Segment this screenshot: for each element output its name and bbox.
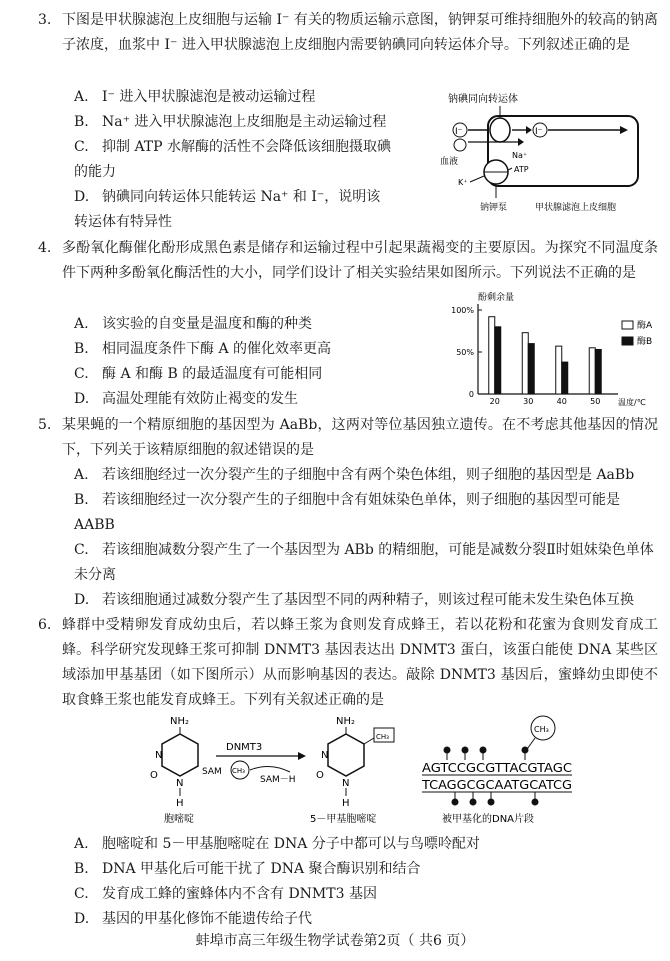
cytosine-ring [162,734,198,776]
y-tick-label: 0 [468,390,474,399]
mc-n1: N [342,778,350,789]
bottom-methyl-marks [452,792,539,806]
option-c: C. 若该细胞减数分裂产生了一个基因型为 ABb 的精细胞，可能是减数分裂Ⅱ时姐妹染色单体未分离 [74,542,654,583]
chart-legend [622,319,653,347]
dna-top-strand: AGTCCGCGTTACGTAGC [422,761,572,775]
sam-label: SAM [202,767,222,777]
enzyme-label: DNMT3 [226,742,263,753]
bar-酶A-30 [522,333,528,394]
mc-ch3: CH₃ [376,733,389,741]
option-a: A. I⁻ 进入甲状腺滤泡是被动运输过程 [74,89,316,105]
option-c: C. 发育成工蜂的蜜蜂体内不含有 DNMT3 基因 [74,886,377,902]
x-tick-label: 20 [489,397,500,406]
sam-curve [250,766,290,772]
iodide-cell-arrowhead [526,126,532,134]
mc-ch3-bond [364,738,374,744]
question-number: 6. [38,617,52,633]
mc-h: H [342,798,350,809]
x-tick-label: 50 [590,397,601,406]
potassium-arrow [470,176,484,182]
methylcytosine-label: 5－甲基胞嘧啶 [310,814,377,825]
question-number: 3. [38,12,52,28]
symporter-label: 钠碘同向转运体 [448,94,518,105]
bar-酶B-50 [595,349,601,394]
iodide-lumen-arrowhead [620,126,628,134]
option-d: D. 若该细胞通过减数分裂产生了基因型不同的两种精子，则该过程可能未发生染色体互换 [74,592,634,608]
legend-label: 酶B [637,337,653,347]
option-a: A. 该实验的自变量是温度和酶的种类 [74,316,312,332]
cytosine-n3: N [155,750,163,761]
option-b: B. 若该细胞经过一次分裂产生的子细胞中含有姐妹染色单体，则子细胞的基因型可能是 AABB [74,492,620,533]
bar-酶A-40 [556,346,562,394]
option-d: D. 高温处理能有效防止褐变的发生 [74,391,298,407]
question-number: 4. [38,240,52,256]
option-c: C. 酶 A 和酶 B 的最适温度有可能相同 [74,366,323,382]
iodide-outside-label: I⁻ [455,127,463,137]
cell-outline [488,116,638,186]
x-axis-label: 温度/℃ [618,398,646,407]
sam-ch3: CH₃ [232,767,245,775]
sodium-in-arrowhead [518,138,524,146]
x-tick-label: 30 [523,397,534,406]
option-a: A. 若该细胞经过一次分裂产生的子细胞中含有两个染色体组，则子细胞的基因型是 AaBb [74,467,635,483]
legend-swatch [622,321,633,329]
y-axis-label: 酚剩余量 [478,293,515,303]
pump-label: 钠钾泵 [480,203,508,213]
mc-n3: N [321,750,329,761]
option-b: B. DNA 甲基化后可能干扰了 DNA 聚合酶识别和结合 [74,861,421,877]
dna-bottom-strand: TCAGGCGCAATGCATCG [420,778,572,792]
legend-label: 酶A [637,321,653,331]
atp-arrow [508,168,512,170]
sodium-label: Na⁺ [512,151,528,160]
symporter-shape [490,118,510,142]
mc-nh2: NH₂ [336,716,356,727]
cytosine-h: H [176,798,184,809]
bar-酶B-40 [562,362,568,394]
potassium-label: K⁺ [458,178,468,187]
question-stem: 某果蝇的一个精原细胞的基因型为 AaBb，这两对等位基因独立遗传。在不考虑其他基因的情况下，下列关于该精原细胞的叙述错误的是 [62,417,658,458]
option-b: B. 相同温度条件下酶 A 的催化效率更高 [74,341,332,357]
page-footer: 蚌埠市高三年级生物学试卷第2页（ 共6 页） [195,933,475,949]
reaction-arrowhead [298,752,306,760]
option-c: C. 抑制 ATP 水解酶的活性不会降低该细胞摄取碘的能力 [74,139,392,180]
mc-o: O [316,770,324,781]
fragment-label: 被甲基化的DNA片段 [442,814,535,825]
enzyme-activity-chart [440,288,665,410]
sodium-ion [454,139,466,151]
cytosine-n1: N [176,778,184,789]
samh-label: SAM－H [260,775,296,785]
mc-ring [328,734,364,776]
chart-marks [451,304,618,406]
cell-label: 甲状腺滤泡上皮细胞 [535,203,617,213]
top-methyl-marks [444,747,529,761]
bar-酶A-50 [589,348,595,394]
iodide-inside-label: I⁻ [535,127,543,137]
legend-swatch [622,337,633,345]
option-b: B. Na⁺ 进入甲状腺滤泡上皮细胞是主动运输过程 [74,114,387,130]
bar-酶B-20 [495,327,501,394]
y-tick-label: 100% [451,306,474,315]
atp-label: ATP [514,165,529,174]
question-stem: 多酚氧化酶催化酚形成黑色素是储存和运输过程中引起果蔬褐变的主要原因。为探究不同温度条件下两种多酚氧化酶活性的大小，同学们设计了相关实验结果如图所示。下列说法不正确的是 [62,240,658,281]
y-tick-label: 50% [456,348,474,357]
cytosine-label: 胞嘧啶 [164,814,194,825]
bar-酶A-20 [489,317,495,394]
option-a: A. 胞嘧啶和 5－甲基胞嘧啶在 DNA 分子中都可以与鸟嘌呤配对 [74,836,480,852]
transport-diagram [440,90,660,215]
question-stem: 蜂群中受精卵发育成幼虫后，若以蜂王浆为食则发育成蜂王，若以花粉和花蜜为食则发育成工蜂。科学研究发现蜂王浆可抑制 DNMT3 基因表达出 DNMT3 蛋白，该蛋白能使 DNA 某些区域添加甲基基团（如下图所示）从而影响基因的表达。敲除 DNMT3 基因后，蜜蜂幼虫即使不取食蜂王浆也能发育成蜂王。下列有关叙述正确的是 [62,617,658,708]
fragment-ch3: CH₃ [534,725,549,734]
methylation-diagram [150,712,580,828]
option-d: D. 钠碘同向转运体只能转运 Na⁺ 和 I⁻，说明该转运体有特异性 [74,189,381,230]
question-number: 5. [38,417,52,433]
cytosine-o: O [150,770,158,781]
x-tick-label: 40 [556,397,567,406]
plasma-label: 血液 [440,157,459,167]
cytosine-nh2: NH₂ [170,716,190,727]
question-stem: 下图是甲状腺滤泡上皮细胞与运输 I⁻ 有关的物质运输示意图，钠钾泵可维持细胞外的较高的钠离子浓度，血浆中 I⁻ 进入甲状腺滤泡上皮细胞内需要钠碘同向转运体介导。下列叙述正确的是 [62,12,658,53]
option-d: D. 基因的甲基化修饰不能遗传给子代 [74,911,312,927]
bar-酶B-30 [528,344,534,394]
